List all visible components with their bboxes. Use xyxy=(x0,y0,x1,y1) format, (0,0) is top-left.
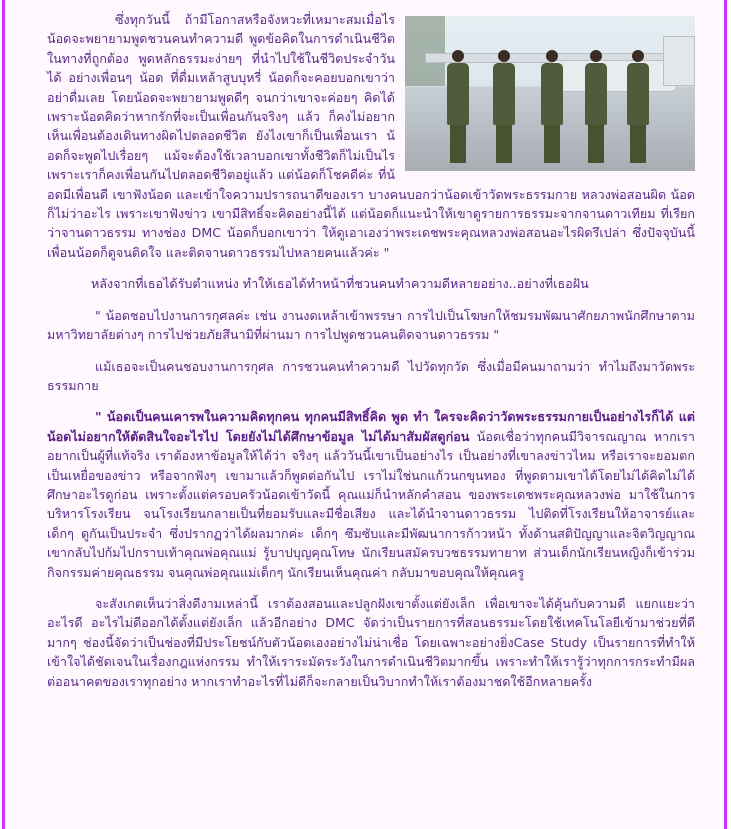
paragraph-3: " น้อดชอบไปงานการกุศลค่ะ เช่น งานงดเหล้าเข้าพรรษา การไปเป็นโฆษกให้ชมรมพัฒนาศักยภาพนักศึกษาตามมหาวิทยาลัยต่างๆ การไปช่วยภัยสึนามิที่ผ่านมา การไปพูดชวนคนติดจานดาวธรรม " xyxy=(47,307,695,343)
photo-person xyxy=(541,50,563,163)
paragraph-5-text: น้อดเชื่อว่าทุกคนมีวิจารณญาณ หากเราอยากเป็นผู้ที่แท้จริง เราต้องหาข้อมูลให้ได้ว่า จริงๆ แล้ววันนี้เขาเป็นอย่างไร เป็นอย่างที่เขาลงข่าวไหม หรือเราจะยอมตกเป็นเหยื่อของข่าว หรือจากฟังๆ เขามาแล้วก็พูดต่อกันไป เราไม่ใช่นกแก้วนกขุนทอง ที่พูดตามเขาได้โดยไม่ได้คิดไม่ได้ศึกษาอะไรดูก่อน เพราะตั้งแต่ครอบครัวน้อดเข้าวัดนี้ คุณแม่ก็นำหลักคำสอน ของพระเดชพระคุณหลวงพ่อ มาใช้ในการบริหารโรงเรียน จนโรงเรียนกลายเป็นที่ยอมรับและมีชื่อเสียง และได้นำจานดาวธรรม ไปติดที่โรงเรียนให้อาจารย์และเด็กๆ ดูกันเป็นประจำ ซึ่งปรากฏว่าได้ผลมากค่ะ เด็กๆ ซึมซับและมีพัฒนาการก้าวหน้า ทั้งด้านสติปัญญาและจิตวิญญาณ เขากลับไปก้มไปกราบเท้าคุณพ่อคุณแม่ รู้บาปบุญคุณโทษ นักเรียนสมัครบวชธรรมทายาท ส่วนเด็กนักเรียนหญิงก็เข้าร่วมกิจกรรมค่ายคุณธรรม จนคุณพ่อคุณแม่เด็กๆ นักเรียนเห็นคุณค่า กลับมาขอบคุณให้คุณครู xyxy=(47,428,695,580)
paragraph-6: จะสังเกตเห็นว่าสิ่งดีงามเหล่านี้ เราต้องสอนและปลูกฝังเขาตั้งแต่ยังเล็ก เพื่อเขาจะได้คุ้นกับความดี แยกแยะว่าอะไรดี อะไรไม่ดีออกได้ตั้งแต่ยังเล็ก แล้วอีกอย่าง DMC จัดว่าเป็นรายการที่สอนธรรมะโดยใช้เทคโนโลยีเข้ามาช่วยที่ดีมากๆ ช่องนี้จัดว่าเป็นช่องที่มีประโยชน์กับตัวน้อดเองอย่างไม่น่าเชื่อ โดยเฉพาะอย่างยิ่งCase Study เป็นรายการที่ทำให้เข้าใจได้ชัดเจนในเรื่องกฎแห่งกรรม ทำให้เราระมัดระวังในการดำเนินชีวิตมากขึ้น เพราะทำให้เรารู้ว่าทุกการกระทำมีผลต่ออนาคตของเราทุกอย่าง หากเราทำอะไรที่ไม่ดีก็จะกลายเป็นวิบากทำให้เราต้องมาชดใช้อีกหลายครั้ง xyxy=(47,595,696,689)
paragraph-5-quote: " น้อดเป็นคนเคารพในความคิดทุกคน ทุกคนมีสิทธิ์คิด พูด ทำ ใครจะคิดว่าวัดพระธรรมกายเป็นอย่างไรก็ได้ แต่น้อดไม่อยากให้ตัดสินใจอะไรไป โดยยังไม่ได้ศึกษาข้อมูล ไม่ได้มาสัมผัสดูก่อน xyxy=(47,409,695,444)
paragraph-1 xyxy=(47,10,695,262)
paragraph-5 xyxy=(47,407,695,582)
photo-trees xyxy=(405,16,445,86)
article-content xyxy=(47,10,695,703)
photo-person xyxy=(447,50,469,163)
paragraph-1-text: ซึ่งทุกวันนี้ ถ้ามีโอกาสหรือจังหวะที่เหมาะสมเมื่อไร น้อดจะพยายามพูดชวนคนทำความดี พูดข้อคิดในการดำเนินชีวิตในทางที่ถูกต้อง พูดหลักธรรมะง่ายๆ ที่นำไปใช้ในชีวิตประจำวันได้ อย่างเพื่อนๆ น้อด ที่ดื่มเหล้าสูบบุหรี่ น้อดก็จะคอยบอกเขาว่าอย่าดื่มเลย โดยน้อดจะพยายามพูดดีๆ จนกว่าเขาจะค่อยๆ คิดได้ เพราะน้อดคิดว่าหากรักที่จะเป็นเพื่อนกันจริงๆ แล้ว ก็คงไม่อยากเห็นเพื่อนต้องเดินทางผิดไปตลอดชีวิต ยังไงเขาก็เป็นเพื่อนเรา น้อดก็จะพูดไปเรื่อยๆ แม้จะต้องใช้เวลาบอกเขาทั้งชีวิตก็ไม่เป็นไร เพราะเราก็คงเพื่อนกันไปตลอดชีวิตอยู่แล้ว แต่น้อดก็โชคดีค่ะ ที่น้อดมีเพื่อนดี เขาฟังน้อด และเข้าใจความปรารถนาดีของเรา บางคนบอกว่าน้อดเข้าวัดพระธรรมกาย หลวงพ่อสอนผิด น้อดก็ไม่ว่าอะไร เพราะเขาฟังข่าว เขามีสิทธิ์จะคิดอย่างนี้ได้ แต่น้อดก็แนะนำให้เขาดูรายการธรรมะจากจานดาวเทียม ที่เรียกว่าจานดาวธรรม ทางช่อง DMC น้อดก็บอกเขาว่า ให้ดูเอาเองว่าพระเดชพระคุณหลวงพ่อสอนอะไรผิดรึเปล่า ซึ่งปัจจุบันนี้ เพื่อนน้อดก็ดูจนติดใจ และติดจานดาวธรรมไปหลายคนแล้วค่ะ " xyxy=(47,12,695,260)
paragraph-2: หลังจากที่เธอได้รับตำแหน่ง ทำให้เธอได้ทำหน้าที่ชวนคนทำความดีหลายอย่าง..อย่างที่เธอฝัน xyxy=(91,276,589,292)
page-frame xyxy=(2,0,727,829)
photo-person xyxy=(585,50,607,163)
photo-person xyxy=(493,50,515,163)
photo-person xyxy=(627,50,649,163)
photo-airplane-tail xyxy=(663,36,695,86)
group-photo-pilots xyxy=(405,16,695,171)
photo-airplane-body xyxy=(545,60,677,92)
paragraph-4: แม้เธอจะเป็นคนชอบงานการกุศล การชวนคนทำความดี ไปวัดทุกวัด ซึ่งเมื่อมีคนมาถามว่า ทำไมถึงมาวัดพระธรรมกาย xyxy=(47,358,695,393)
